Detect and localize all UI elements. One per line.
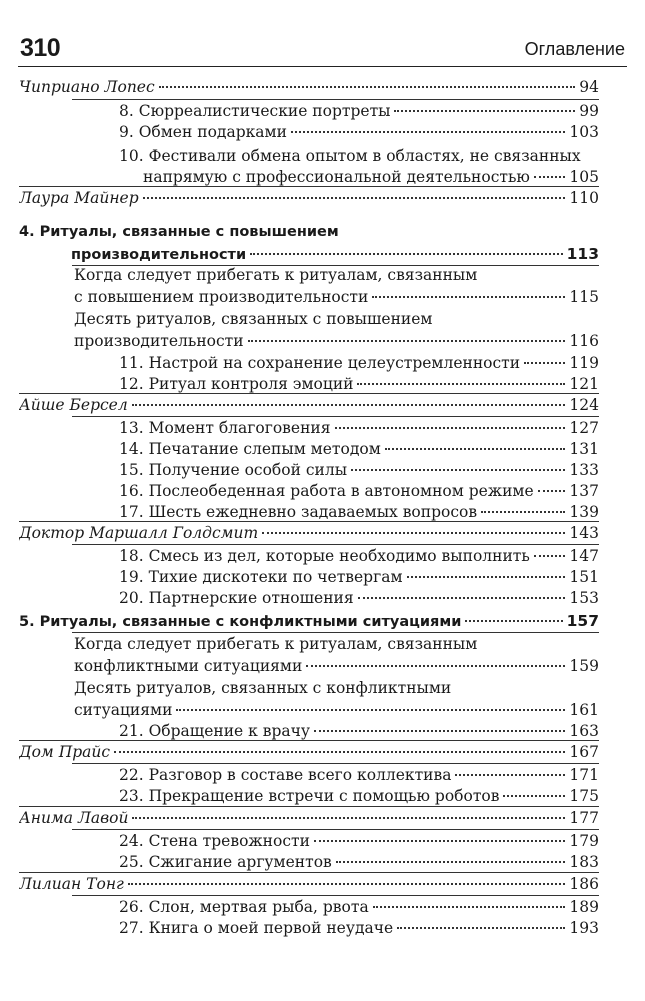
toc-author-entry: Дом Прайс 167 (19, 743, 599, 761)
toc-ritual-entry: 14. Печатание слепым методом 131 (119, 440, 599, 458)
page-number: 310 (20, 34, 61, 62)
toc-ritual-entry: 21. Обращение к врачу 163 (119, 722, 599, 740)
toc-author-entry: Доктор Маршалл Голдсмит 143 (19, 524, 599, 542)
toc-ritual-entry: 19. Тихие дискотеки по четвергам 151 (119, 568, 599, 586)
toc-intro-entry-line1: Когда следует прибегать к ритуалам, связанным (74, 635, 478, 653)
toc-ritual-entry: 25. Сжигание аргументов 183 (119, 853, 599, 871)
toc-chapter-heading: 5. Ритуалы, связанные с конфликтными ситуациями 157 (19, 612, 599, 630)
toc-author-entry: Айше Берсел 124 (19, 396, 599, 414)
toc-ritual-entry: 24. Стена тревожности 179 (119, 832, 599, 850)
toc-intro-entry-line2: с повышением производительности 115 (74, 288, 599, 306)
toc-ritual-entry-line1: 10. Фестивали обмена опытом в областях, не связанных (119, 147, 581, 165)
toc-ritual-entry: 12. Ритуал контроля эмоций 121 (119, 375, 599, 393)
toc-ritual-entry: 23. Прекращение встречи с помощью роботов 175 (119, 787, 599, 805)
toc-author-entry: Лаура Майнер 110 (19, 189, 599, 207)
toc-ritual-entry: 8. Сюрреалистические портреты 99 (119, 102, 599, 120)
toc-chapter-heading-line1: 4. Ритуалы, связанные с повышением (19, 224, 339, 240)
toc-ritual-entry: 11. Настрой на сохранение целеустремленности 119 (119, 354, 599, 372)
toc-ritual-entry: 13. Момент благоговения 127 (119, 419, 599, 437)
toc-ritual-entry-line2: напрямую с профессиональной деятельностью 105 (143, 168, 599, 186)
toc-ritual-entry: 26. Слон, мертвая рыба, рвота 189 (119, 898, 599, 916)
toc-author-entry: Чиприано Лопес 94 (19, 78, 599, 96)
toc-ritual-entry: 16. Послеобеденная работа в автономном режиме 137 (119, 482, 599, 500)
table-of-contents (19, 0, 599, 1001)
toc-ritual-entry: 20. Партнерские отношения 153 (119, 589, 599, 607)
toc-intro-entry-line1: Десять ритуалов, связанных с конфликтными (74, 679, 452, 697)
toc-ritual-entry: 17. Шесть ежедневно задаваемых вопросов 139 (119, 503, 599, 521)
toc-author-entry: Анима Лавой 177 (19, 809, 599, 827)
toc-intro-entry-line2: производительности 116 (74, 332, 599, 350)
toc-ritual-entry: 27. Книга о моей первой неудаче 193 (119, 919, 599, 937)
toc-ritual-entry: 18. Смесь из дел, которые необходимо выполнить 147 (119, 547, 599, 565)
toc-intro-entry-line1: Десять ритуалов, связанных с повышением (74, 310, 433, 328)
toc-author-entry: Лилиан Тонг 186 (19, 875, 599, 893)
toc-intro-entry-line2: конфликтными ситуациями 159 (74, 657, 599, 675)
toc-ritual-entry: 9. Обмен подарками 103 (119, 123, 599, 141)
running-head: Оглавление (524, 39, 625, 59)
toc-ritual-entry: 22. Разговор в составе всего коллектива 171 (119, 766, 599, 784)
toc-ritual-entry: 15. Получение особой силы 133 (119, 461, 599, 479)
toc-chapter-heading-line2: производительности 113 (71, 245, 599, 263)
toc-intro-entry-line2: ситуациями 161 (74, 701, 599, 719)
toc-intro-entry-line1: Когда следует прибегать к ритуалам, связанным (74, 266, 478, 284)
